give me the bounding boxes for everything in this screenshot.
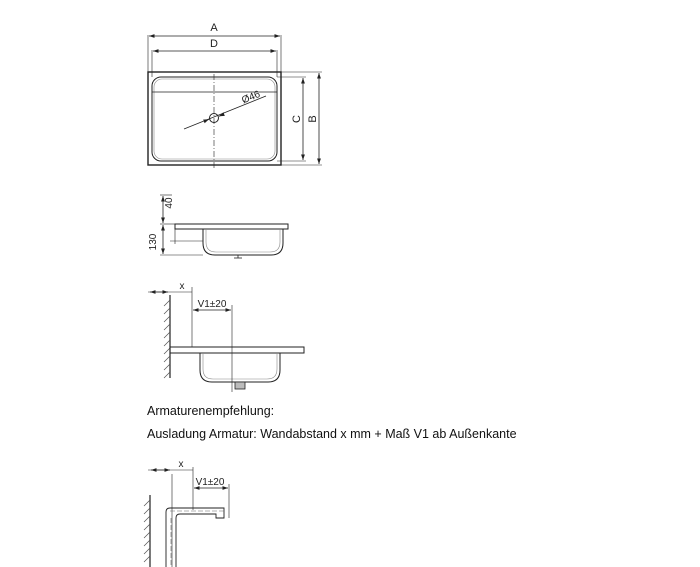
dimension-b-label: B xyxy=(307,115,319,123)
drain-diameter-label: Ø46 xyxy=(240,89,262,107)
dimension-c-label: C xyxy=(291,115,303,123)
wall-view-1-hatch xyxy=(164,300,170,378)
note-heading: Armaturenempfehlung: xyxy=(147,404,275,418)
side-view xyxy=(160,195,288,258)
wall-view-1-bowl xyxy=(200,353,280,382)
wall-view-1-v1-label: V1±20 xyxy=(197,299,227,310)
wall-view-2-v1-label: V1±20 xyxy=(195,477,225,488)
wall-view-1-drain xyxy=(235,382,245,389)
dimension-130-label: 130 xyxy=(148,233,159,251)
wall-view-2-faucet xyxy=(166,508,224,567)
wall-view-1-rim xyxy=(170,347,304,353)
top-view-bowl xyxy=(152,77,277,161)
side-view-bowl xyxy=(203,229,283,255)
dimension-a-label: A xyxy=(210,22,218,34)
side-view-rim xyxy=(175,224,288,229)
top-view-outer-frame xyxy=(148,72,281,165)
dimension-40-label: 40 xyxy=(164,197,175,209)
wall-view-2-x-label: x xyxy=(178,459,184,470)
note-text: Ausladung Armatur: Wandabstand x mm + Maß V1 ab Außenkante xyxy=(147,427,517,441)
top-view xyxy=(148,35,322,170)
wall-view-1-x-label: x xyxy=(179,281,185,292)
dimension-d-label: D xyxy=(210,38,218,50)
wall-view-2-hatch xyxy=(144,500,150,562)
